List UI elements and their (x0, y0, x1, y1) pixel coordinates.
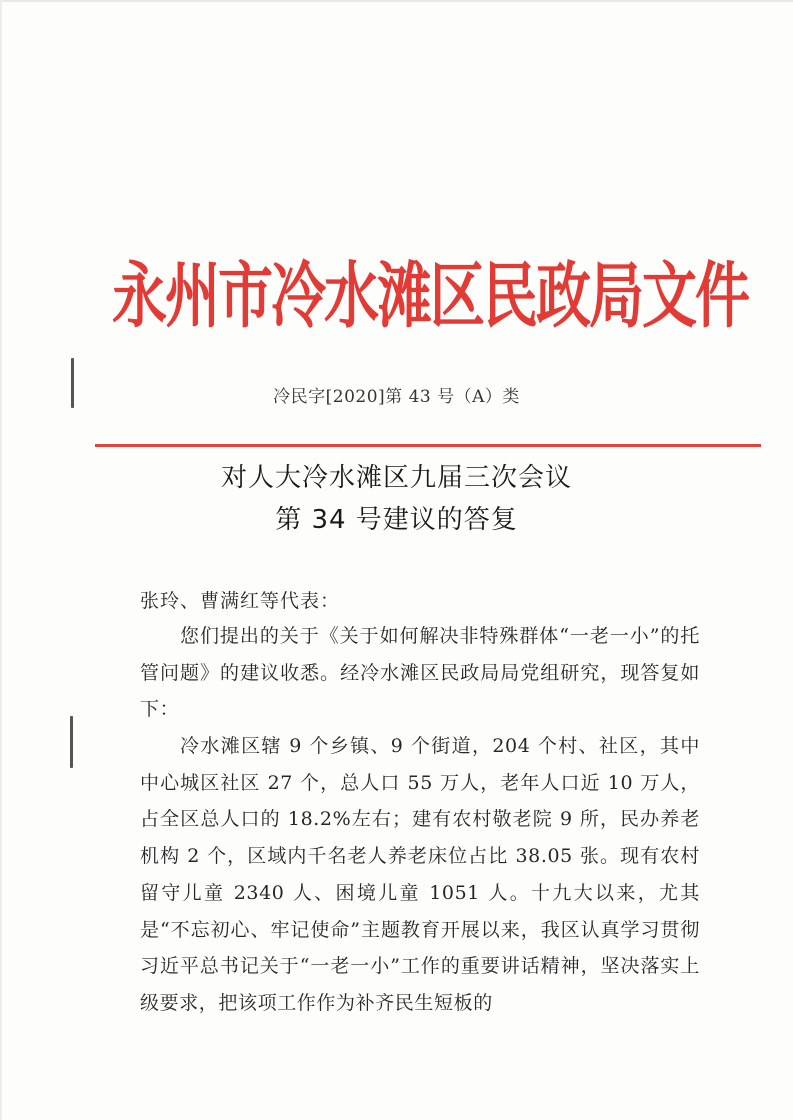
salutation: 张玲、曹满红等代表： (140, 590, 341, 612)
document-number-rest: 43 号（A）类 (408, 387, 520, 407)
red-divider-line (95, 444, 761, 447)
scan-edge (0, 0, 2, 1120)
document-masthead: 永州市冷水滩区民政局文件 (112, 253, 749, 338)
body-paragraph-2: 冷水滩区辖 9 个乡镇、9 个街道，204 个村、社区，其中中心城区社区 27 个，总人口 55 万人，老年人口近 10 万人，占全区总人口的 18.2%左右；建有农村敬老院 9 所，民办养老机构 2 个，区域内千名老人养老床位占比 38.05 张。现有农村留守儿童 2340 人、困境儿童 1051 人。十九大以来，尤其是“不忘初心、牢记使命”主题教育开展以来，我区认真学习贯彻习近平总书记关于“一老一小”工作的重要讲话精神，坚决落实上级要求，把该项工作作为补齐民生短板的 (140, 735, 700, 1014)
reply-title-line-1: 对人大冷水滩区九届三次会议 (220, 463, 572, 493)
body-paragraph-1: 您们提出的关于《关于如何解决非特殊群体“一老一小”的托管问题》的建议收悉。经冷水滩区民政局局党组研究，现答复如下： (140, 625, 700, 721)
document-number (0, 382, 793, 407)
document-number-prefix: 冷民字[2020]第 (273, 387, 403, 407)
reply-title-line-2: 第 34 号建议的答复 (275, 505, 518, 535)
scan-edge (0, 0, 793, 2)
binding-hole-mark (70, 716, 73, 768)
